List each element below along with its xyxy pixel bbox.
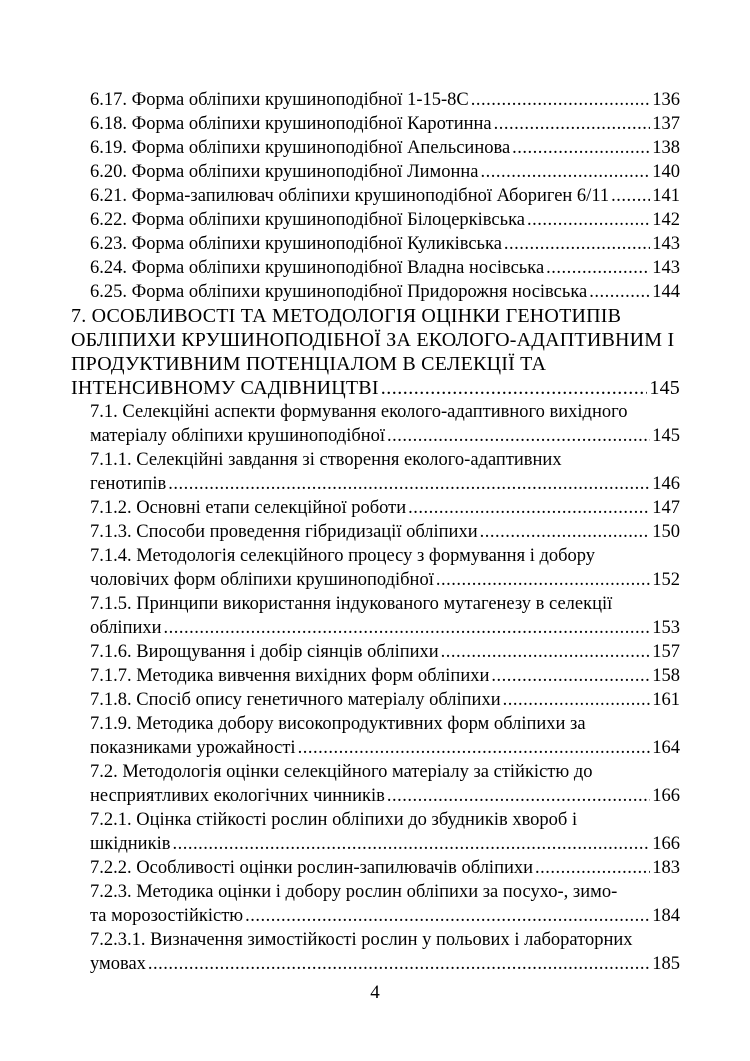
toc-entry[interactable] — [90, 520, 680, 544]
dot-leader — [172, 832, 650, 856]
toc-entry-title: генотипів — [90, 474, 167, 494]
toc-entry[interactable] — [90, 184, 680, 208]
chapter-heading-line[interactable]: ОБЛІПИХИ КРУШИНОПОДІБНОЇ ЗА ЕКОЛОГО-АДАПТИВНИМ І — [71, 329, 675, 351]
dot-leader — [381, 376, 648, 400]
toc-entry-title: та морозостійкістю — [90, 906, 244, 926]
toc-entry-page: 137 — [652, 114, 680, 134]
toc-entry-line[interactable]: 7.1.5. Принципи використання індукованого мутагенезу в селекції — [90, 594, 613, 614]
toc-entry[interactable] — [90, 784, 680, 808]
toc-entry[interactable] — [90, 112, 680, 136]
toc-entry-page: 161 — [652, 690, 680, 710]
toc-entry-page: 153 — [652, 618, 680, 638]
toc-entry-title: несприятливих екологічних чинників — [90, 786, 385, 806]
toc-entry[interactable] — [90, 472, 680, 496]
toc-entry-title: 6.17. Форма обліпихи крушиноподібної 1-15-8С — [90, 90, 469, 110]
toc-entry-page: 152 — [652, 570, 680, 590]
dot-leader — [471, 88, 651, 112]
toc-entry-title: 6.23. Форма обліпихи крушиноподібної Куликівська — [90, 234, 502, 254]
toc-entry[interactable] — [71, 376, 680, 400]
toc-entry-page: 138 — [652, 138, 680, 158]
toc-entry-line[interactable]: 7.1.1. Селекційні завдання зі створення еколого-адаптивних — [90, 450, 562, 470]
toc-entry[interactable] — [90, 280, 680, 304]
toc-entry-line[interactable]: 7.1. Селекційні аспекти формування еколого-адаптивного вихідного — [90, 402, 628, 422]
page-number: 4 — [370, 982, 380, 1003]
toc-entry-title: 7.1.3. Способи проведення гібридизації обліпихи — [90, 522, 478, 542]
toc-entry[interactable] — [90, 160, 680, 184]
dot-leader — [480, 160, 650, 184]
toc-entry[interactable] — [90, 256, 680, 280]
toc-entry-line[interactable]: 7.2.3. Методика оцінки і добору рослин обліпихи за посухо-, зимо- — [90, 882, 618, 902]
toc-entry-page: 185 — [652, 954, 680, 974]
toc-entry-page: 164 — [652, 738, 680, 758]
toc-entry-title: шкідників — [90, 834, 171, 854]
dot-leader — [491, 664, 650, 688]
chapter-heading-line[interactable]: ПРОДУКТИВНИМ ПОТЕНЦІАЛОМ В СЕЛЕКЦІЇ ТА — [71, 353, 547, 375]
toc-entry[interactable] — [90, 232, 680, 256]
toc-entry-title: 6.25. Форма обліпихи крушиноподібної Придорожня носівська — [90, 282, 588, 302]
toc-entry-page: 145 — [649, 377, 680, 399]
dot-leader — [387, 784, 650, 808]
toc-entry-page: 183 — [652, 858, 680, 878]
toc-entry-title: 7.2.2. Особливості оцінки рослин-запилювачів обліпихи — [90, 858, 534, 878]
toc-entry-line[interactable]: 7.1.4. Методологія селекційного процесу з формування і добору — [90, 546, 596, 566]
dot-leader — [408, 496, 650, 520]
toc-entry-title: 6.22. Форма обліпихи крушиноподібної Білоцерківська — [90, 210, 525, 230]
dot-leader — [441, 640, 651, 664]
toc-entry-line[interactable]: 7.2.3.1. Визначення зимостійкості рослин у польових і лабораторних — [90, 930, 633, 950]
toc-entry-page: 144 — [652, 282, 680, 302]
toc-entry-page: 166 — [652, 834, 680, 854]
dot-leader — [589, 280, 650, 304]
toc-entry-title: показниками урожайності — [90, 738, 296, 758]
toc-entry-title: 6.19. Форма обліпихи крушиноподібної Апельсинова — [90, 138, 511, 158]
toc-entry-page: 143 — [652, 258, 680, 278]
toc-entry-page: 146 — [652, 474, 680, 494]
toc-entry[interactable] — [90, 88, 680, 112]
toc-entry[interactable] — [90, 424, 680, 448]
toc-entry-page: 143 — [652, 234, 680, 254]
toc-entry-page: 142 — [652, 210, 680, 230]
toc-entry[interactable] — [90, 616, 680, 640]
toc-entry-page: 140 — [652, 162, 680, 182]
toc-entry[interactable] — [90, 832, 680, 856]
toc-entry-line[interactable]: 7.1.9. Методика добору високопродуктивних форм обліпихи за — [90, 714, 586, 734]
toc-entry-title: матеріалу обліпихи крушиноподібної — [90, 426, 386, 446]
toc-entry[interactable] — [90, 904, 680, 928]
toc-entry-title: обліпихи — [90, 618, 162, 638]
toc-entry[interactable] — [90, 952, 680, 976]
toc-entry-title: 6.24. Форма обліпихи крушиноподібної Владна носівська — [90, 258, 545, 278]
toc-entry[interactable] — [90, 688, 680, 712]
dot-leader — [298, 736, 651, 760]
dot-leader — [611, 184, 650, 208]
toc-entry-page: 141 — [652, 186, 680, 206]
dot-leader — [527, 208, 650, 232]
toc-entry-page: 145 — [652, 426, 680, 446]
dot-leader — [387, 424, 650, 448]
toc-entry-page: 147 — [652, 498, 680, 518]
dot-leader — [245, 904, 650, 928]
toc-entry-line[interactable]: 7.2.1. Оцінка стійкості рослин обліпихи до збудників хвороб і — [90, 810, 578, 830]
toc-entry-title: 6.21. Форма-запилювач обліпихи крушиноподібної Абориген 6/11 — [90, 186, 610, 206]
dot-leader — [546, 256, 650, 280]
dot-leader — [494, 112, 651, 136]
toc-entry-line[interactable]: 7.2. Методологія оцінки селекційного матеріалу за стійкістю до — [90, 762, 593, 782]
toc-entry-title: 6.20. Форма обліпихи крушиноподібної Лимонна — [90, 162, 479, 182]
toc-entry-page: 157 — [652, 642, 680, 662]
toc-entry-page: 184 — [652, 906, 680, 926]
toc-entry-title: 7.1.2. Основні етапи селекційної роботи — [90, 498, 407, 518]
toc-entry[interactable] — [90, 664, 680, 688]
toc-entry-title: 7.1.6. Вирощування і добір сіянців обліпихи — [90, 642, 439, 662]
toc-entry[interactable] — [90, 208, 680, 232]
toc-entry[interactable] — [90, 640, 680, 664]
chapter-heading-line[interactable]: 7. ОСОБЛИВОСТІ ТА МЕТОДОЛОГІЯ ОЦІНКИ ГЕНОТИПІВ — [71, 305, 622, 327]
toc-entry-title: ІНТЕНСИВНОМУ САДІВНИЦТВІ — [71, 377, 379, 399]
dot-leader — [168, 472, 650, 496]
toc-entry-title: чоловічих форм обліпихи крушиноподібної — [90, 570, 434, 590]
toc-entry-page: 158 — [652, 666, 680, 686]
dot-leader — [504, 232, 650, 256]
dot-leader — [436, 568, 650, 592]
toc-entry-title: 7.1.7. Методика вивчення вихідних форм обліпихи — [90, 666, 490, 686]
dot-leader — [480, 520, 651, 544]
toc-entry[interactable] — [90, 496, 680, 520]
dot-leader — [512, 136, 650, 160]
toc-entry[interactable] — [90, 736, 680, 760]
toc-entry[interactable] — [90, 568, 680, 592]
toc-entry-title: 6.18. Форма обліпихи крушиноподібної Каротинна — [90, 114, 492, 134]
toc-entry[interactable] — [90, 136, 680, 160]
toc-entry-page: 150 — [652, 522, 680, 542]
dot-leader — [148, 952, 650, 976]
toc-entry[interactable] — [90, 856, 680, 880]
toc-entry-title: 7.1.8. Спосіб опису генетичного матеріалу обліпихи — [90, 690, 501, 710]
toc-entry-page: 166 — [652, 786, 680, 806]
dot-leader — [164, 616, 651, 640]
toc-entry-title: умовах — [90, 954, 146, 974]
dot-leader — [535, 856, 650, 880]
dot-leader — [503, 688, 651, 712]
toc-entry-page: 136 — [652, 90, 680, 110]
